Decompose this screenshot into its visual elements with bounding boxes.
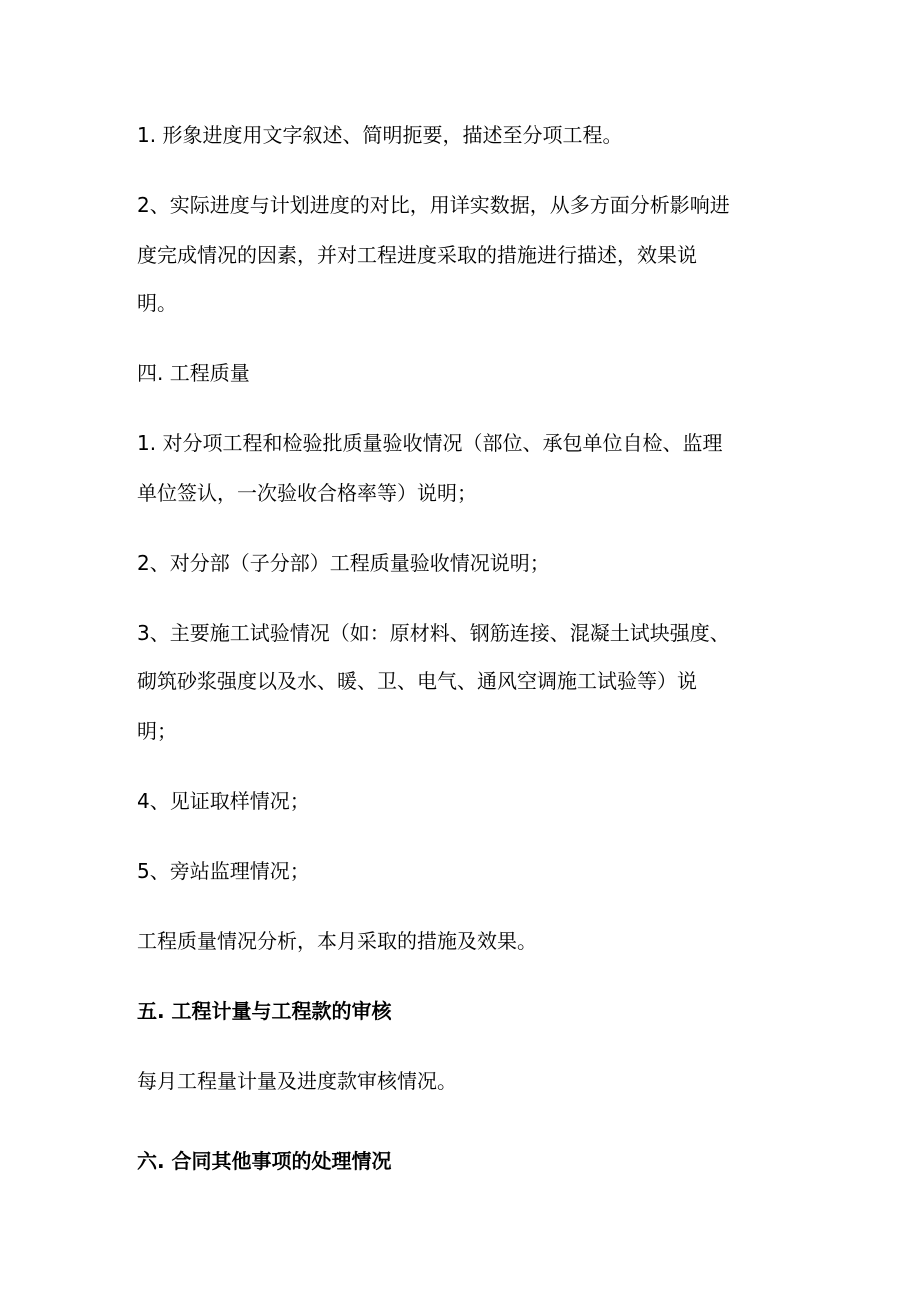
quality-item-3-line-2: 砌筑砂浆强度以及水、暖、卫、电气、通风空调施工试验等）说 (137, 669, 697, 693)
quality-summary: 工程质量情况分析，本月采取的措施及效果。 (137, 929, 537, 953)
quality-item-5: 5、旁站监理情况； (137, 859, 310, 883)
section-heading-contract: 六. 合同其他事项的处理情况 (137, 1149, 392, 1173)
progress-item-2-line-2: 度完成情况的因素，并对工程进度采取的措施进行描述，效果说 (137, 243, 697, 267)
quality-item-3-line-3: 明； (137, 719, 177, 743)
section-heading-measurement: 五. 工程计量与工程款的审核 (137, 999, 392, 1023)
section-heading-quality: 四. 工程质量 (137, 361, 250, 385)
progress-item-1: 1. 形象进度用文字叙述、简明扼要，描述至分项工程。 (137, 123, 623, 147)
quality-item-2: 2、对分部（子分部）工程质量验收情况说明； (137, 551, 550, 575)
progress-item-2-line-3: 明。 (137, 291, 177, 315)
quality-item-4: 4、见证取样情况； (137, 789, 310, 813)
measurement-text: 每月工程量计量及进度款审核情况。 (137, 1069, 457, 1093)
quality-item-1-line-1: 1. 对分项工程和检验批质量验收情况（部位、承包单位自检、监理 (137, 431, 723, 455)
quality-item-3-line-1: 3、主要施工试验情况（如：原材料、钢筋连接、混凝土试块强度、 (137, 621, 730, 645)
progress-item-2-line-1: 2、实际进度与计划进度的对比，用详实数据，从多方面分析影响进 (137, 193, 730, 217)
quality-item-1-line-2: 单位签认，一次验收合格率等）说明； (137, 481, 477, 505)
